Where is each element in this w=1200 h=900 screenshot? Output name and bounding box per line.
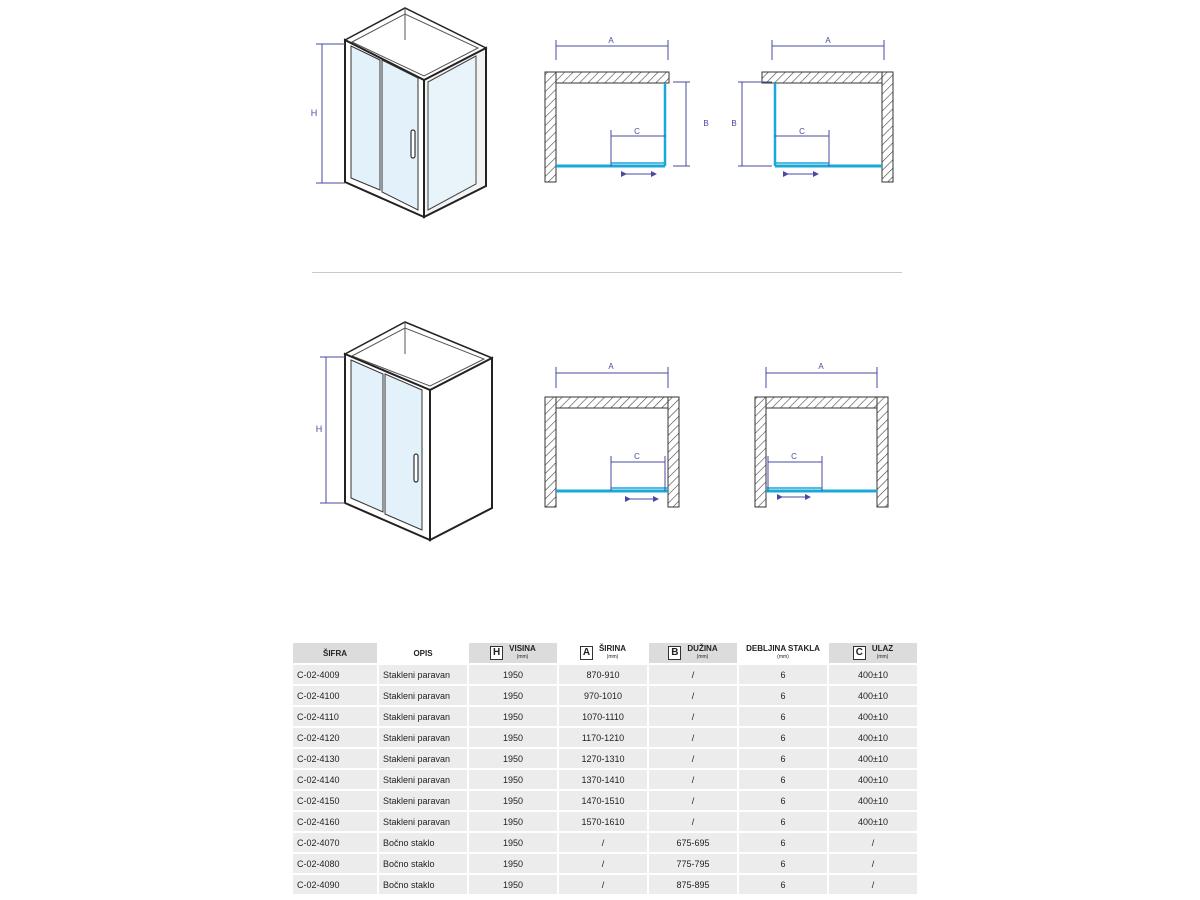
header-sirina — [559, 643, 647, 663]
table-row — [293, 665, 917, 684]
dim-b-label: B — [703, 119, 709, 128]
table-row — [293, 770, 917, 789]
cell-duzina: / — [649, 749, 737, 768]
table-row — [293, 707, 917, 726]
cell-ulaz: 400±10 — [829, 749, 917, 768]
header-unit: (mm) — [516, 654, 529, 660]
cell-visina: 1950 — [469, 812, 557, 831]
table-row — [293, 875, 917, 894]
cell-debljina: 6 — [739, 812, 827, 831]
header-opis: OPIS — [379, 643, 467, 663]
cell-debljina: 6 — [739, 833, 827, 852]
cell-visina: 1950 — [469, 686, 557, 705]
cell-sifra: C-02-4150 — [293, 791, 377, 810]
cell-debljina: 6 — [739, 686, 827, 705]
cell-sifra: C-02-4100 — [293, 686, 377, 705]
cell-duzina: / — [649, 686, 737, 705]
cell-opis: Stakleni paravan — [379, 707, 467, 726]
cell-ulaz: 400±10 — [829, 728, 917, 747]
cell-sirina: 1170-1210 — [559, 728, 647, 747]
cell-opis: Stakleni paravan — [379, 770, 467, 789]
header-label: ULAZ — [871, 644, 894, 653]
cell-ulaz: 400±10 — [829, 791, 917, 810]
dim-c-label: C — [634, 452, 640, 461]
dim-a-label: A — [818, 362, 824, 371]
cell-ulaz: 400±10 — [829, 707, 917, 726]
cell-opis: Bočno staklo — [379, 833, 467, 852]
table-body — [293, 665, 917, 894]
section-divider — [312, 272, 902, 273]
cell-ulaz: / — [829, 833, 917, 852]
cell-visina: 1950 — [469, 770, 557, 789]
cell-debljina: 6 — [739, 665, 827, 684]
cell-sirina: 1270-1310 — [559, 749, 647, 768]
cell-sifra: C-02-4140 — [293, 770, 377, 789]
cabin-3d-corner — [345, 8, 486, 217]
cell-sifra: C-02-4120 — [293, 728, 377, 747]
spec-table — [291, 641, 919, 896]
plan-view-corner-right — [731, 36, 893, 182]
cell-visina: 1950 — [469, 749, 557, 768]
cell-sirina: / — [559, 833, 647, 852]
cell-sifra: C-02-4070 — [293, 833, 377, 852]
dim-a-label: A — [608, 362, 614, 371]
dim-c-label: C — [634, 127, 640, 136]
cell-visina: 1950 — [469, 707, 557, 726]
header-unit: (mm) — [606, 654, 619, 660]
dim-c-label: C — [791, 452, 797, 461]
header-unit: (mm) — [777, 654, 789, 660]
cell-visina: 1950 — [469, 728, 557, 747]
cell-sirina: 1070-1110 — [559, 707, 647, 726]
c-icon: C — [853, 646, 866, 660]
table-row — [293, 812, 917, 831]
table-row — [293, 749, 917, 768]
dim-a-label: A — [825, 36, 831, 45]
cell-sifra: C-02-4080 — [293, 854, 377, 873]
cell-opis: Bočno staklo — [379, 854, 467, 873]
cell-sirina: 870-910 — [559, 665, 647, 684]
cell-duzina: / — [649, 812, 737, 831]
cell-sirina: / — [559, 875, 647, 894]
table-row — [293, 686, 917, 705]
table-row — [293, 791, 917, 810]
height-dimension-1 — [311, 44, 345, 183]
cell-ulaz: 400±10 — [829, 665, 917, 684]
cell-sirina: 1570-1610 — [559, 812, 647, 831]
cell-opis: Bočno staklo — [379, 875, 467, 894]
plan-view-niche-right — [755, 362, 888, 507]
cell-visina: 1950 — [469, 791, 557, 810]
plan-view-corner-left — [545, 36, 709, 182]
plan-view-niche-left — [545, 362, 679, 507]
table-row — [293, 833, 917, 852]
cell-sifra: C-02-4110 — [293, 707, 377, 726]
cell-debljina: 6 — [739, 728, 827, 747]
cell-visina: 1950 — [469, 665, 557, 684]
cell-debljina: 6 — [739, 791, 827, 810]
header-visina — [469, 643, 557, 663]
header-label: ŠIRINA — [598, 644, 627, 653]
cell-duzina: / — [649, 791, 737, 810]
cell-opis: Stakleni paravan — [379, 749, 467, 768]
header-label: DEBLJINA STAKLA — [746, 644, 820, 653]
cell-duzina: / — [649, 770, 737, 789]
header-label: VISINA — [509, 644, 536, 653]
table-row — [293, 728, 917, 747]
cell-ulaz: 400±10 — [829, 812, 917, 831]
table-header-row — [293, 643, 917, 663]
cell-opis: Stakleni paravan — [379, 791, 467, 810]
cell-opis: Stakleni paravan — [379, 686, 467, 705]
cell-debljina: 6 — [739, 875, 827, 894]
cell-duzina: / — [649, 665, 737, 684]
dim-a-label: A — [608, 36, 614, 45]
cell-duzina: / — [649, 707, 737, 726]
cell-sifra: C-02-4130 — [293, 749, 377, 768]
cell-sirina: 1470-1510 — [559, 791, 647, 810]
header-ulaz — [829, 643, 917, 663]
cell-sirina: / — [559, 854, 647, 873]
cell-duzina: 675-695 — [649, 833, 737, 852]
cell-debljina: 6 — [739, 770, 827, 789]
cell-ulaz: 400±10 — [829, 686, 917, 705]
cell-sifra: C-02-4009 — [293, 665, 377, 684]
cell-duzina: / — [649, 728, 737, 747]
header-unit: (mm) — [876, 654, 889, 660]
cell-debljina: 6 — [739, 707, 827, 726]
cell-visina: 1950 — [469, 854, 557, 873]
b-icon: B — [668, 646, 681, 660]
cell-duzina: 775-795 — [649, 854, 737, 873]
cell-ulaz: / — [829, 875, 917, 894]
header-label: DUŽINA — [687, 644, 718, 653]
header-unit: (mm) — [696, 654, 709, 660]
height-label: H — [315, 424, 323, 434]
h-icon: H — [490, 646, 503, 660]
dim-c-label: C — [799, 127, 805, 136]
cell-sirina: 1370-1410 — [559, 770, 647, 789]
cell-opis: Stakleni paravan — [379, 665, 467, 684]
cell-duzina: 875-895 — [649, 875, 737, 894]
table-row — [293, 854, 917, 873]
cell-opis: Stakleni paravan — [379, 728, 467, 747]
cell-debljina: 6 — [739, 854, 827, 873]
header-duzina — [649, 643, 737, 663]
cell-visina: 1950 — [469, 875, 557, 894]
height-dimension-2 — [316, 357, 345, 503]
cell-debljina: 6 — [739, 749, 827, 768]
cell-ulaz: / — [829, 854, 917, 873]
cabin-3d-niche — [345, 322, 492, 540]
cell-sirina: 970-1010 — [559, 686, 647, 705]
dim-b-label: B — [731, 119, 737, 128]
header-sifra: ŠIFRA — [293, 643, 377, 663]
height-label: H — [310, 108, 318, 118]
cell-opis: Stakleni paravan — [379, 812, 467, 831]
a-icon: A — [580, 646, 593, 660]
header-debljina — [739, 643, 827, 663]
cell-visina: 1950 — [469, 833, 557, 852]
cell-sifra: C-02-4160 — [293, 812, 377, 831]
cell-sifra: C-02-4090 — [293, 875, 377, 894]
cell-ulaz: 400±10 — [829, 770, 917, 789]
